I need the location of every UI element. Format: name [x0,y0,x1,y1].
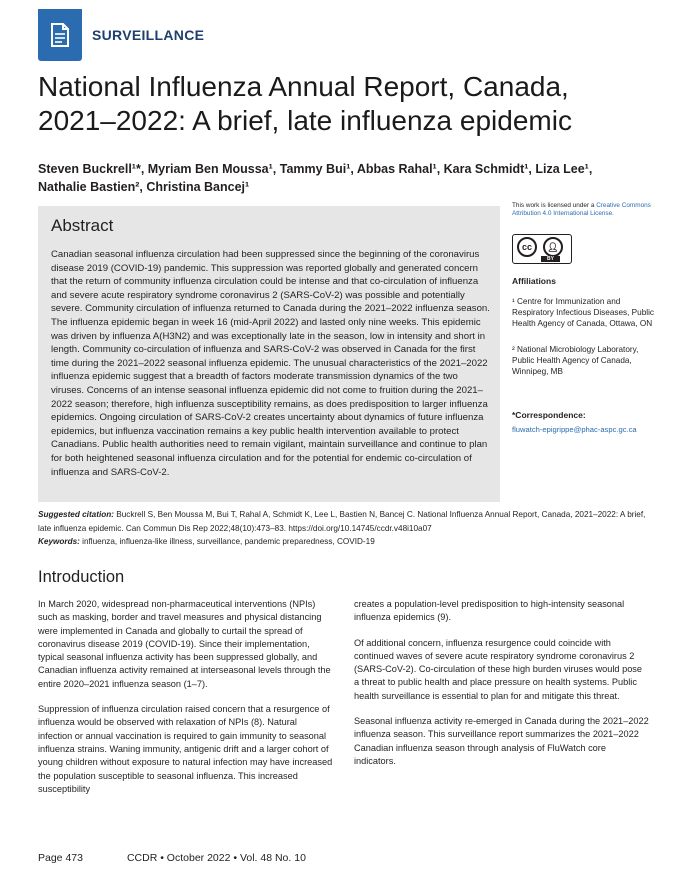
authors-line-2: Nathalie Bastien², Christina Bancej¹ [38,180,250,194]
license-prefix: This work is licensed under a [512,202,597,209]
citation-label: Suggested citation: [38,510,114,519]
document-icon [50,23,70,47]
affiliations-heading: Affiliations [512,276,556,286]
cc-by-license-badge[interactable] [512,234,572,264]
page-number: Page 473 [38,852,83,864]
paragraph: Seasonal influenza activity re-emerged in Canada during the 2021–2022 influenza season. This surveillance report summarizes the 2021–2022 Canadian influenza season through analysis of FluWatch core indicators. [354,716,649,766]
license-notice [512,202,662,218]
title-line-1: National Influenza Annual Report, Canada, [38,71,569,102]
by-label: BY [541,256,560,262]
document-icon-tab [38,9,82,61]
correspondence-email-link[interactable]: fluwatch-epigrippe@phac-aspc.gc.ca [512,425,637,434]
citation-text: Buckrell S, Ben Moussa M, Bui T, Rahal A, Schmidt K, Lee L, Bastien N, Bancej C. National Influenza Annual Report, Canada, 2021–2022: A brief, late influenza epidemic. Can Commun Dis Rep 2022;48(10):473–83. https://doi.org/10.14745/ccdr.v48i10a07 [38,510,646,533]
suggested-citation [38,508,648,549]
affiliation-item: ² National Microbiology Laboratory, Public Health Agency of Canada, Winnipeg, MB [512,345,639,376]
authors-line-1: Steven Buckrell¹*, Myriam Ben Moussa¹, Tammy Bui¹, Abbas Rahal¹, Kara Schmidt¹, Liza Lee¹, [38,162,593,176]
paragraph: In March 2020, widespread non-pharmaceutical interventions (NPIs) such as masking, border and travel measures and physical distancing were implemented in Canada and globally to curtail the spread of coronavirus disease 2019 (COVID-19). Since their implementation, typical seasonal influenza activity has been suppressed globally, and Canadian influenza activity remained at interseasonal levels through the entire 2020–2021 influenza season (1–7). [38,599,331,689]
paragraph: creates a population-level predisposition to high-intensity seasonal influenza epidemics (9). [354,599,625,623]
abstract-body: Canadian seasonal influenza circulation had been suppressed since the beginning of the coronavirus disease 2019 (COVID-19) pandemic. This suppression was reported globally and generated concern that the return of community influenza circulation could be intense and that co-circulation of influenza and severe acute respiratory syndrome coronavirus 2 (SARS-CoV-2) was possible and potentially severe. Community circulation of influenza returned to Canada during the 2021–2022 influenza season. The influenza epidemic began in week 16 (mid-April 2022) and lasted only nine weeks. This epidemic was driven by influenza A(H3N2) and was exceptionally late in the season, low in intensity and short in length. Community co-circulation of influenza and SARS-CoV-2 was observed in Canada for the first time during the 2021–2022 seasonal influenza epidemic. The unusual characteristics of the 2021–2022 influenza epidemic suggest that a breadth of factors moderate transmission dynamics of the two viruses. Concerns of an intense seasonal influenza epidemic did not come to fruition during the 2021–2022 season; therefore, high influenza susceptibility remains, as does predisposition to larger influenza epidemics. Ongoing circulation of SARS-CoV-2 creates uncertainty about dynamics of future influenza epidemics, but influenza vaccination remains a key public health intervention available to protect Canadians. Public health authorities need to remain vigilant, maintain surveillance and continue to plan for both heightened seasonal influenza circulation and for the potential for endemic co-circulation of influenza and SARS-CoV-2. [51,249,490,478]
abstract-heading: Abstract [51,216,114,235]
keywords-label: Keywords: [38,537,80,546]
journal-info: CCDR • October 2022 • Vol. 48 No. 10 [126,852,306,864]
introduction-right-column [354,598,649,780]
introduction-left-column [38,598,333,808]
section-label: SURVEILLANCE [92,27,205,43]
title-line-2: 2021–2022: A brief, late influenza epidemic [38,105,572,136]
paragraph: Of additional concern, influenza resurgence could coincide with continued waves of severe acute respiratory syndrome coronavirus 2 (SARS-CoV-2). Co-circulation of these high burden viruses would pose a threat to public health and place pressure on health systems. Public health surveillance is essential to plan for and mitigate this threat. [354,637,643,701]
license-link[interactable]: Creative Commons Attribution 4.0 International License. [512,202,651,217]
page-footer [38,852,306,864]
introduction-heading: Introduction [38,568,125,586]
person-icon: 👤︎ [543,237,563,257]
author-list [38,160,638,196]
correspondence-heading: *Correspondence: [512,410,586,420]
keywords-text: influenza, influenza-like illness, surveillance, pandemic preparedness, COVID-19 [79,537,375,546]
article-title [38,70,638,138]
paragraph: Suppression of influenza circulation raised concern that a resurgence of influenza would be observed with relaxation of NPIs (8). Natural infection or annual vaccination is required to gain immunity to seasonal influenza strains. Waning immunity, antigenic drift and a larger cohort of young children without exposure to natural infection may have increased the population susceptible to seasonal influenza. This increased susceptibility [38,704,333,794]
affiliation-item: ¹ Centre for Immunization and Respiratory Infectious Diseases, Public Health Agency of Canada, Ottawa, ON [512,297,654,328]
cc-icon: cc [517,237,537,257]
